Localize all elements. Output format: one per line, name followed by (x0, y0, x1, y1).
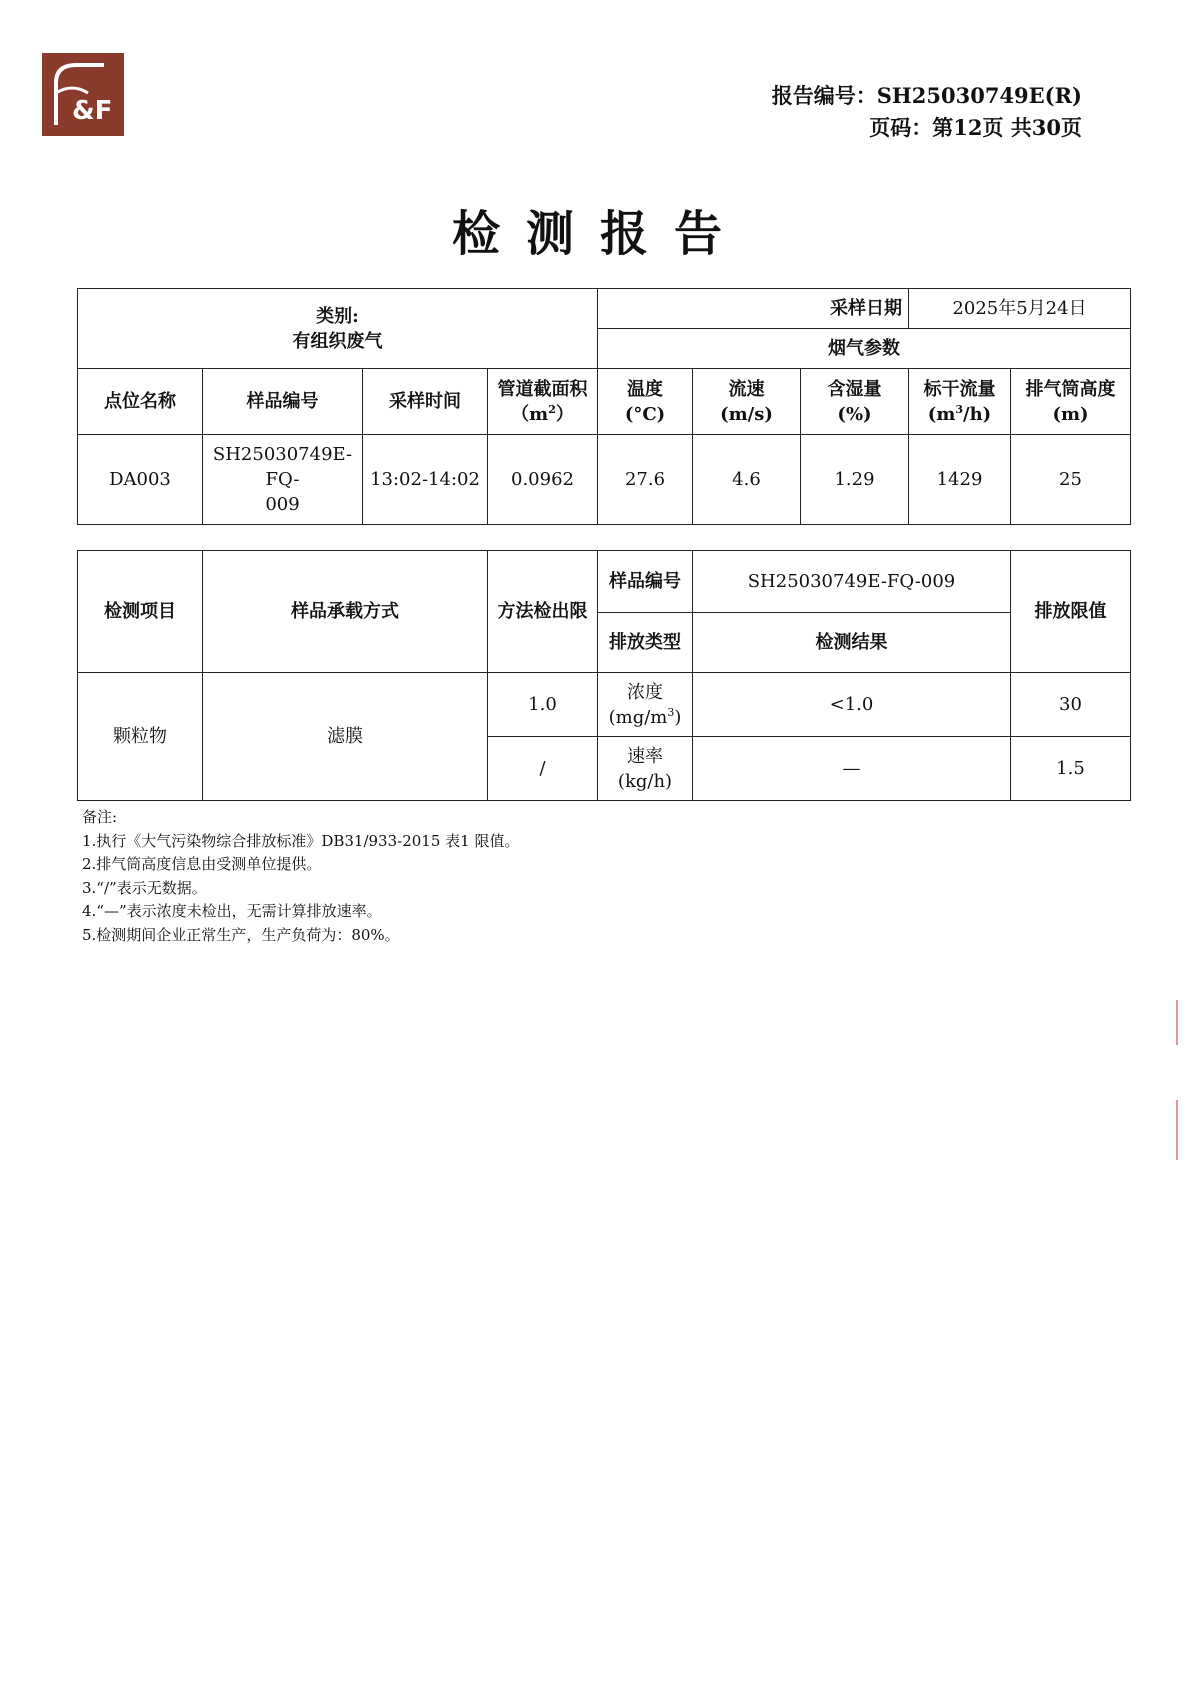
sample-id-line2: 009 (265, 494, 300, 515)
limit-rate: 1.5 (1011, 737, 1131, 801)
header-result: 检测结果 (693, 613, 1011, 673)
point-name: DA003 (78, 435, 203, 525)
header-carrier: 样品承载方式 (203, 551, 488, 673)
type-rate-unit: (kg/h) (617, 770, 673, 792)
report-header (772, 80, 1082, 144)
test-item: 颗粒物 (78, 673, 203, 801)
page-info: 第12页 共30页 (932, 115, 1082, 140)
header-sample-id: 样品编号 (203, 369, 363, 435)
flue-gas-table (77, 288, 1131, 525)
category-label: 类别: (316, 305, 359, 327)
header-area (488, 369, 598, 435)
header-moisture (801, 369, 909, 435)
header-temp-label: 温度 (627, 378, 663, 400)
header-temp (598, 369, 693, 435)
header-velocity-label: 流速 (728, 378, 765, 400)
header-sample-time: 采样时间 (363, 369, 488, 435)
header-velocity-unit: (m/s) (720, 403, 773, 425)
report-number-label: 报告编号： (771, 83, 877, 108)
area-value: 0.0962 (488, 435, 598, 525)
header-velocity (693, 369, 801, 435)
header-mdl: 方法检出限 (488, 551, 598, 673)
seal-edge-mark (1176, 1100, 1178, 1160)
stack-height-value: 25 (1011, 435, 1131, 525)
flue-gas-params-header: 烟气参数 (598, 329, 1131, 369)
category-cell (78, 289, 598, 369)
header-limit: 排放限值 (1011, 551, 1131, 673)
header-moisture-unit: (%) (837, 403, 872, 425)
header-area-unit: $(m^2)$ (511, 402, 574, 425)
remark-item: 5.检测期间企业正常生产，生产负荷为：80%。 (82, 925, 400, 944)
sample-time: 13:02-14:02 (363, 435, 488, 525)
page-label: 页码： (869, 115, 933, 140)
sampling-date: 2025年5月24日 (909, 289, 1131, 329)
result-sample-id: SH25030749E-FQ-009 (693, 551, 1011, 613)
company-logo (42, 53, 124, 136)
sample-id-line1: SH25030749E-FQ- (212, 444, 353, 490)
header-stack-height-unit: (m) (1052, 403, 1089, 425)
page-number-line (772, 112, 1082, 144)
type-concentration-unit: $(mg/m^3)$ (608, 705, 682, 728)
header-flow-unit: $(m^3/h)$ (927, 402, 992, 425)
type-rate (598, 737, 693, 801)
header-area-label: 管道截面积 (497, 378, 588, 400)
limit-concentration: 30 (1011, 673, 1131, 737)
header-moisture-label: 含湿量 (827, 378, 882, 400)
remarks (82, 806, 519, 947)
category-value: 有组织废气 (292, 330, 383, 352)
remark-item: 3.“/”表示无数据。 (82, 878, 207, 897)
header-flow (909, 369, 1011, 435)
mdl-rate: / (488, 737, 598, 801)
flow-value: 1429 (909, 435, 1011, 525)
seal-edge-mark (1176, 1000, 1178, 1045)
header-temp-unit: (°C) (624, 403, 666, 425)
header-stack-height-label: 排气筒高度 (1025, 378, 1116, 400)
remark-item: 2.排气筒高度信息由受测单位提供。 (82, 855, 322, 873)
result-rate: — (693, 737, 1011, 801)
page-title: 检测报告 (451, 206, 748, 262)
mdl-concentration: 1.0 (488, 673, 598, 737)
type-rate-label: 速率 (627, 745, 663, 767)
header-sample-id-label: 样品编号 (598, 551, 693, 613)
header-flow-label: 标干流量 (923, 378, 996, 400)
remark-item: 4.“—”表示浓度未检出，无需计算排放速率。 (82, 902, 382, 920)
type-concentration-label: 浓度 (627, 681, 663, 703)
sampling-date-label: 采样日期 (598, 289, 909, 329)
temp-value: 27.6 (598, 435, 693, 525)
header-point: 点位名称 (78, 369, 203, 435)
report-number-line (772, 80, 1082, 112)
header-item: 检测项目 (78, 551, 203, 673)
svg-text:&F: &F (72, 96, 113, 126)
moisture-value: 1.29 (801, 435, 909, 525)
velocity-value: 4.6 (693, 435, 801, 525)
type-concentration (598, 673, 693, 737)
results-table (77, 550, 1131, 801)
report-number: SH25030749E(R) (876, 83, 1082, 108)
header-emission-type: 排放类型 (598, 613, 693, 673)
remarks-title: 备注: (82, 808, 118, 826)
remark-item: 1.执行《大气污染物综合排放标准》DB31/933-2015 表1 限值。 (82, 831, 520, 850)
carrier-value: 滤膜 (203, 673, 488, 801)
result-concentration: <1.0 (693, 673, 1011, 737)
header-stack-height (1011, 369, 1131, 435)
sample-id-cell (203, 435, 363, 525)
